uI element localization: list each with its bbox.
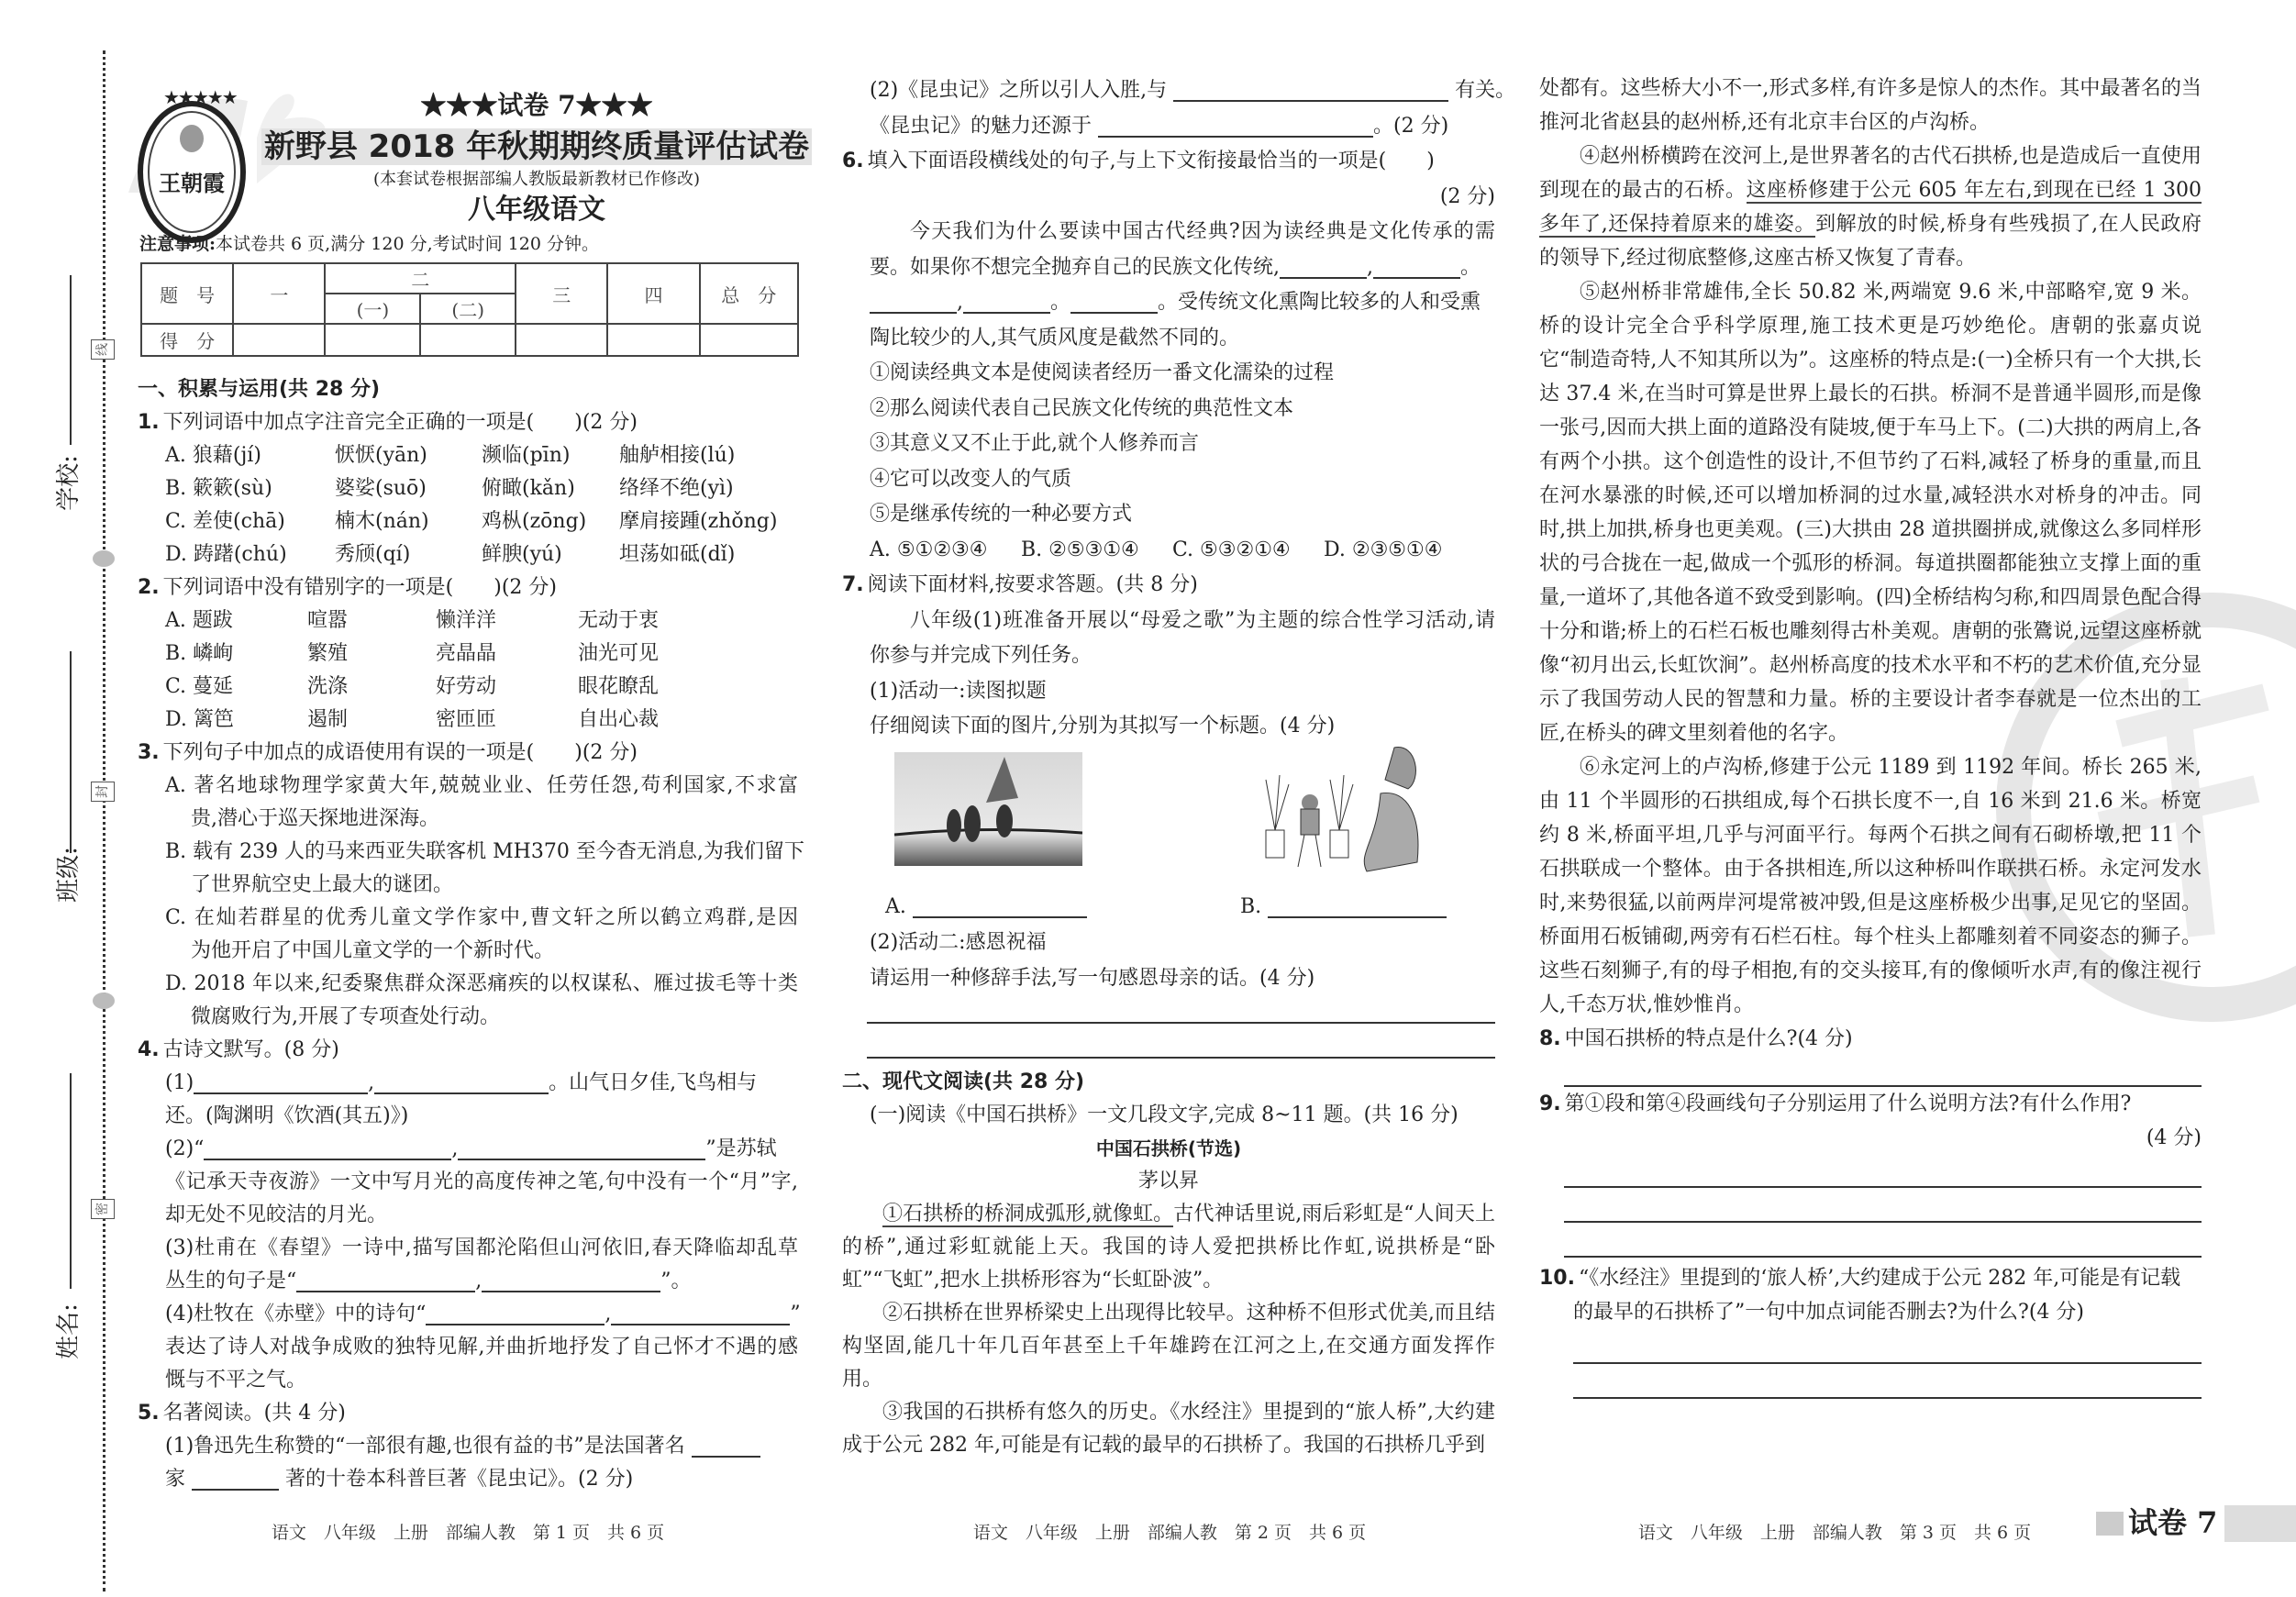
answer-blank[interactable] — [194, 1072, 368, 1094]
notice-text: 本试卷共 6 页,满分 120 分,考试时间 120 分钟。 — [216, 234, 599, 254]
option[interactable]: A. 狼藉(jí) — [165, 444, 261, 467]
option: 自出心裁 — [578, 708, 660, 731]
label: (2)“ — [165, 1137, 205, 1160]
score-cell[interactable] — [233, 324, 325, 356]
score-cell[interactable] — [607, 324, 699, 356]
answer-blank[interactable] — [1173, 80, 1448, 102]
article-title: 中国石拱桥(节选) — [1095, 1137, 1242, 1159]
paragraph-4 — [1539, 139, 2202, 275]
name-label: 姓名: — [54, 1303, 83, 1359]
question-9 — [1539, 1087, 2202, 1121]
activity-2 — [842, 926, 1495, 996]
left-column — [138, 373, 804, 1496]
option: 鸡枞(zōng) — [482, 510, 587, 533]
header-cell: 总 分 — [700, 263, 798, 324]
q5-part1-cont — [138, 1463, 798, 1496]
text: ”。 — [660, 1270, 692, 1292]
text: 要。如果你不想完全抛弃自己的民族文化传统, — [870, 255, 1280, 279]
option: 遏制 — [307, 708, 349, 731]
exam-subtitle: (本套试卷根据部编人教版最新教材已作修改) — [372, 170, 701, 189]
q4-part4: (4)杜牧在《赤壁》中的诗句“ , ” — [165, 1303, 801, 1325]
question-2 — [138, 571, 798, 604]
text: 家 — [165, 1468, 186, 1491]
option-c[interactable]: C. 在灿若群星的优秀儿童文学作家中,曹文轩之所以鹤立鸡群,是因 — [165, 906, 798, 929]
question-number: 10. — [1539, 1267, 1575, 1290]
paragraph-5: ⑤赵州桥非常雄伟,全长 50.82 米,两端宽 9.6 米,中部略窄,宽 9 米。桥的设计完全合乎科学原理,施工技术更是巧妙绝伦。唐朝的张嘉贞说它“制造奇特,人不知其所以为”。这座桥的特点是:(一)全桥只有一个大拱,长达 37.4 米,在当时可算是世界上最长的石拱。桥洞不是普通半圆形,而是像一张弓,因而大拱上面的道路没有陡坡,便于车马上下。(二)大拱的两肩上,各有两个小拱。这个创造性的设计,不但节约了石料,减轻了桥身的重量,而且在河水暴涨的时候,还可以增加桥洞的过水量,减轻洪水对桥身的冲击。同时,拱上加拱,桥身也更美观。(三)大拱由 28 道拱圈拼成,就像这么多同样形状的弓合拢在一起,做成一个弧形的桥洞。每道拱圈都能独立支撑上面的重量,一道坏了,其他各道不致受到影响。(四)全桥结构匀称,和四周景色配合得十分和谐;桥上的石栏石板也雕刻得古朴美观。唐朝的张鷟说,远望这座桥就像“初月出云,长虹饮涧”。赵州桥高度的技术水平和不朽的艺术价值,充分显示了我国劳动人民的智慧和力量。桥的主要设计者李春就是一位杰出的工匠,在桥头的碑文里刻着他的名字。 — [1539, 281, 2202, 745]
q6-options — [842, 533, 1495, 569]
option[interactable]: C. ⑤③②①④ — [1172, 538, 1291, 561]
option: 无动于衷 — [578, 609, 660, 632]
text: 慨与不平之气。 — [165, 1369, 307, 1392]
activity-title: (2)活动二:感恩祝福 — [870, 931, 1047, 954]
seal-mark-feng: 封 — [91, 782, 115, 802]
right-column — [1539, 72, 2202, 1399]
option: 亮晶晶 — [436, 642, 497, 665]
text: (2)《昆虫记》之所以引人入胜,与 — [870, 79, 1168, 102]
q5-part2-cont — [842, 109, 1495, 145]
text: 。山气日夕佳,飞鸟相与 — [549, 1071, 758, 1094]
score-cell[interactable] — [325, 324, 420, 356]
answer-blank[interactable] — [296, 1270, 475, 1292]
score-cell[interactable] — [700, 324, 798, 356]
question-4 — [138, 1034, 798, 1067]
answer-blank[interactable] — [1098, 116, 1373, 138]
paper-number: ★★★试卷 7★★★ — [420, 90, 653, 120]
option: 摩肩接踵(zhǒng) — [619, 510, 778, 533]
option-row — [138, 538, 798, 571]
reading-section — [842, 1066, 1495, 1462]
answer-blank[interactable] — [1280, 257, 1367, 279]
question-8 — [1539, 1022, 2202, 1056]
option-c-cont: 为他开启了中国儿童文学的一个新时代。 — [191, 939, 555, 962]
title-a-field[interactable] — [885, 891, 1096, 924]
middle-column — [842, 73, 1516, 745]
sentence-item: ③其意义又不止于此,就个人修养而言 — [870, 432, 1199, 455]
answer-line[interactable] — [867, 1057, 1495, 1059]
score-cell[interactable] — [516, 324, 607, 356]
q5-part2 — [842, 73, 1516, 109]
option-a-cont: 贵,潜心于巡天探地进深海。 — [191, 807, 439, 830]
passage-text: 今天我们为什么要读中国古代经典?因为读经典是文化传承的需 — [910, 220, 1495, 243]
answer-line[interactable] — [1573, 1364, 2202, 1399]
header-cell: 一 — [233, 263, 325, 324]
paragraph-6: ⑥永定河上的卢沟桥,修建于公元 1189 到 1192 年间。桥长 265 米,由 11 个半圆形的石拱组成,每个石拱长度不一,自 16 米到 21.6 米。桥宽约 8 米,桥面平坦,几乎与河面平行。每两个石拱之间有石砌桥墩,把 11 个石拱联成一个整体。由于各拱相连,所以这种桥叫作联拱石桥。永定河发水时,来势很猛,以前两岸河堤常被冲毁,但是这座桥极少出事,足见它的坚固。桥面用石板铺砌,两旁有石栏石柱。每个柱头上都雕刻着不同姿态的狮子。这些石刻狮子,有的母子相抱,有的交头接耳,有的像倾听水声,有的像注视行人,千态万状,惟妙惟肖。 — [1539, 756, 2202, 1016]
text: 有关。 — [1455, 79, 1516, 102]
q4-part1: (1) , 。山气日夕佳,飞鸟相与 — [165, 1071, 758, 1094]
question-text: 下列句子中加点的成语使用有误的一项是( )(2 分) — [162, 741, 638, 764]
score-cell[interactable] — [420, 324, 516, 356]
question-number: 4. — [138, 1038, 160, 1061]
text: ④赵州桥横跨在洨河上,是世界著名的古代石拱桥,也是造成后一直使用到现在的最古的石桥。 — [1539, 145, 2202, 202]
answer-blank[interactable] — [204, 1138, 451, 1160]
option: 舳舻相接(lú) — [619, 444, 736, 467]
mother-child-drawing — [1257, 743, 1431, 881]
paragraph-1 — [842, 1198, 1495, 1297]
option: 油光可见 — [578, 642, 660, 665]
question-number: 3. — [138, 741, 160, 764]
question-number: 2. — [138, 576, 160, 599]
question-number: 7. — [842, 573, 864, 596]
option-row — [138, 604, 798, 638]
answer-line[interactable] — [867, 1022, 1495, 1024]
question-text: 古诗文默写。(8 分) — [162, 1038, 339, 1061]
answer-blank[interactable] — [482, 1270, 660, 1292]
option[interactable]: D. ②③⑤①④ — [1324, 538, 1443, 561]
option-d[interactable]: D. 2018 年以来,纪委聚焦群众深恶痛疾的以权谋私、雁过拔毛等十类 — [165, 972, 798, 995]
option: 婆娑(suō) — [335, 477, 427, 500]
option: 眼花瞭乱 — [578, 675, 660, 698]
label: (1) — [165, 1071, 194, 1094]
question-text: 填入下面语段横线处的句子,与上下文衔接最恰当的一项是( ) — [867, 150, 1435, 172]
ornament-icon — [93, 550, 115, 567]
question-number: 9. — [1539, 1092, 1561, 1115]
subject-title: 八年级语文 — [468, 194, 605, 226]
sentence-item: ①阅读经典文本是使阅读者经历一番文化濡染的过程 — [870, 361, 1335, 384]
answer-line[interactable] — [1564, 1188, 2202, 1223]
text: 丛生的句子是“ — [165, 1270, 297, 1292]
exam-title: 新野县 2018 年秋期期终质量评估试卷 — [263, 128, 810, 165]
passage-line: , 。 。受传统文化熏陶比较多的人和受熏 — [842, 285, 1495, 321]
answer-line[interactable] — [1564, 1155, 2202, 1188]
class-field[interactable] — [70, 651, 72, 853]
sentence-item: ⑤是继承传统的一种必要方式 — [870, 503, 1133, 526]
text: 《昆虫记》的魅力还源于 — [870, 114, 1093, 138]
question-number: 6. — [842, 150, 864, 172]
option: 鲜腴(yú) — [482, 543, 562, 566]
underlined-sentence: ①石拱桥的桥洞成弧形,就像虹。 — [882, 1203, 1174, 1225]
answer-blank[interactable] — [611, 1303, 790, 1325]
paper-number-tab: 试卷 7 — [2128, 1505, 2218, 1540]
option: 洗涤 — [307, 675, 349, 698]
question-text: “《水经注》里提到的‘旅人桥’,大约建成于公元 282 年,可能是有记载 — [1578, 1267, 2181, 1290]
answer-blank[interactable] — [913, 896, 1087, 918]
answer-blank[interactable] — [963, 292, 1050, 314]
question-6 — [842, 144, 1495, 180]
answer-blank[interactable] — [692, 1436, 760, 1458]
option: 楠木(nán) — [335, 510, 429, 533]
paragraph-3-cont: 处都有。这些桥大小不一,形式多样,有许多是惊人的杰作。其中最著名的当推河北省赵县的赵州桥,还有北京丰台区的卢沟桥。 — [1539, 77, 2202, 134]
activity-text: 请运用一种修辞手法,写一句感恩母亲的话。(4 分) — [870, 966, 1315, 990]
option-row — [138, 505, 798, 538]
notice-label: 注意事项: — [139, 234, 216, 254]
option-a[interactable]: A. 著名地球物理学家黄大年,兢兢业业、任劳任怨,苟利国家,不求富 — [165, 774, 798, 797]
question-5 — [138, 1397, 798, 1430]
option: 濒临(pīn) — [482, 444, 571, 467]
text: ” — [790, 1303, 801, 1325]
answer-blank[interactable] — [870, 292, 957, 314]
option: 恹恹(yān) — [335, 444, 427, 467]
swallows-photo — [894, 752, 1082, 866]
answer-blank[interactable] — [1070, 292, 1158, 314]
passage-line: 要。如果你不想完全抛弃自己的民族文化传统, , 。 — [870, 255, 1481, 279]
question-number: 1. — [138, 411, 160, 434]
option[interactable]: D. 篱笆 — [165, 708, 234, 731]
header-cell: 三 — [516, 263, 607, 324]
answer-blank[interactable] — [374, 1072, 549, 1094]
score: (2 分) — [1439, 184, 1495, 208]
article-author: 茅以昇 — [1137, 1170, 1199, 1192]
notice — [139, 231, 599, 257]
header-cell: 四 — [607, 263, 699, 324]
question-number: 5. — [138, 1402, 160, 1425]
question-number: 8. — [1539, 1027, 1561, 1050]
section-heading: 二、现代文阅读(共 28 分) — [842, 1070, 1085, 1093]
option-row — [138, 638, 798, 671]
question-text: 下列词语中没有错别字的一项是( )(2 分) — [162, 576, 557, 599]
text: 到解放的时候,桥身有些残损了,在人民政府的领导下,经过彻底整修,这座古桥又恢复了青春。 — [1539, 213, 2202, 270]
stars-icon: ★★★★★ — [163, 86, 237, 108]
label: B. — [1240, 895, 1262, 918]
text: 表达了诗人对战争成败的独特见解,并曲折地抒发了自己怀才不遇的感 — [165, 1336, 798, 1359]
text: (4)杜牧在《赤壁》中的诗句“ — [165, 1303, 427, 1325]
q1-options — [138, 439, 798, 571]
part-instruction: (一)阅读《中国石拱桥》一文几段文字,完成 8~11 题。(共 16 分) — [870, 1103, 1459, 1126]
question-text: 的最早的石拱桥了”一句中加点词能否删去?为什么?(4 分) — [1573, 1301, 2084, 1324]
answer-blank[interactable] — [1373, 257, 1460, 279]
question-text: 下列词语中加点字注音完全正确的一项是( )(2 分) — [162, 411, 638, 434]
passage-text: 你参与并完成下列任务。 — [870, 644, 1093, 667]
answer-blank[interactable] — [192, 1469, 279, 1491]
header-cell: (二) — [420, 294, 516, 324]
text: 《记承天寺夜游》一文中写月光的高度传神之笔,句中没有一个“月”字, — [165, 1170, 798, 1193]
option[interactable]: A. ⑤①②③④ — [870, 538, 988, 561]
text: ”是苏轼 — [705, 1137, 777, 1160]
page-footer: 语文 八年级 上册 部编人教 第 2 页 共 6 页 — [972, 1523, 1367, 1543]
option[interactable]: C. 蔓延 — [165, 675, 234, 698]
answer-line[interactable] — [1564, 1056, 2202, 1087]
header-cell: (一) — [325, 294, 420, 324]
question-text: 中国石拱桥的特点是什么?(4 分) — [1564, 1027, 1853, 1050]
answer-blank[interactable] — [1268, 896, 1447, 918]
question-text: 名著阅读。(共 4 分) — [162, 1402, 346, 1425]
sentence-item: ②那么阅读代表自己民族文化传统的典范性文本 — [870, 396, 1294, 420]
header-cell: 题 号 — [141, 263, 233, 324]
title-b-field[interactable] — [1240, 891, 1460, 924]
option-row — [138, 671, 798, 704]
fold-dotted-line — [103, 50, 105, 1591]
option-b[interactable]: B. 载有 239 人的马来西亚失联客机 MH370 至今杳无消息,为我们留下 — [165, 840, 804, 863]
passage-text: 八年级(1)班准备开展以“母爱之歌”为主题的综合性学习活动,请 — [910, 608, 1495, 632]
page-footer: 语文 八年级 上册 部编人教 第 3 页 共 6 页 — [1637, 1523, 2032, 1543]
text: 。受传统文化熏陶比较多的人和受熏 — [1158, 291, 1481, 314]
q5-part1 — [138, 1430, 798, 1463]
seal-mark-xian: 线 — [91, 339, 115, 360]
name-field[interactable] — [70, 1073, 72, 1289]
option: 坦荡如砥(dǐ) — [619, 543, 736, 566]
option: 俯瞰(kǎn) — [482, 477, 575, 500]
option: 繁殖 — [307, 642, 349, 665]
option[interactable]: B. ②⑤③①④ — [1021, 538, 1139, 561]
text: 古代神话里说,雨后彩虹是“人间天上的桥”,通过彩虹就能上天。我国的诗人爱把拱桥比作虹,说拱桥是“卧虹”“飞虹”,把水上拱桥形容为“长虹卧波”。 — [842, 1203, 1495, 1292]
question-text: 阅读下面材料,按要求答题。(共 8 分) — [867, 573, 1198, 596]
activity-text: 仔细阅读下面的图片,分别为其拟写一个标题。(4 分) — [870, 715, 1336, 738]
text: 著的十卷本科普巨著《昆虫记》。(2 分) — [285, 1468, 634, 1491]
question-10 — [1539, 1261, 2202, 1295]
q4-part2: (2)“ , ”是苏轼 — [165, 1137, 777, 1160]
option[interactable]: B. 嶙峋 — [165, 642, 234, 665]
answer-line[interactable] — [1564, 1223, 2202, 1258]
score-table — [140, 262, 799, 357]
brand-logo — [138, 86, 246, 243]
passage-text: 陶比较少的人,其气质风度是截然不同的。 — [870, 326, 1239, 349]
option: 懒洋洋 — [436, 609, 497, 632]
school-field[interactable] — [70, 275, 72, 445]
class-label: 班级: — [54, 847, 83, 903]
option: 秀颀(qí) — [335, 543, 411, 566]
option: 密匝匝 — [436, 708, 497, 731]
seal-mark-mi: 密 — [91, 1199, 115, 1219]
paragraph-2: ②石拱桥在世界桥梁史上出现得比较早。这种桥不但形式优美,而且结构坚固,能几十年几百年甚至上千年雄跨在江河之上,在交通方面发挥作用。 — [842, 1302, 1495, 1391]
section-heading: 一、积累与运用(共 28 分) — [138, 378, 381, 401]
option[interactable]: C. 差使(chā) — [165, 510, 285, 533]
question-3 — [138, 737, 798, 770]
option-b-cont: 了世界航空史上最大的谜团。 — [191, 873, 454, 896]
school-label: 学校: — [54, 455, 83, 511]
option[interactable]: D. 踌躇(chú) — [165, 543, 287, 566]
option[interactable]: A. 题跋 — [165, 609, 233, 632]
text: (1)鲁迅先生称赞的“一部很有趣,也很有益的书”是法国著名 — [165, 1435, 685, 1458]
text: 却无处不见皎洁的月光。 — [165, 1203, 388, 1226]
q2-options — [138, 604, 798, 737]
option-row — [138, 472, 798, 505]
score: (4 分) — [2146, 1126, 2202, 1149]
text: (3)杜甫在《春望》一诗中,描写国都沦陷但山河依旧,春天降临却乱草 — [165, 1237, 798, 1259]
option-d-cont: 微腐败行为,开展了专项查处行动。 — [191, 1005, 500, 1028]
tab-decoration — [2096, 1512, 2124, 1536]
label: A. — [885, 895, 906, 918]
question-1 — [138, 406, 798, 439]
page-footer: 语文 八年级 上册 部编人教 第 1 页 共 6 页 — [271, 1523, 665, 1543]
option: 好劳动 — [436, 675, 497, 698]
logo-text: 王朝霞 — [159, 170, 225, 196]
text: 还。(陶渊明《饮酒(其五)》) — [165, 1104, 409, 1127]
question-text: 第①段和第④段画线句子分别运用了什么说明方法?有什么作用? — [1564, 1092, 2132, 1115]
activity-title: (1)活动一:读图拟题 — [870, 679, 1047, 703]
underlined-sentence: 这座桥修建于公元 605 年左右,到现在已经 1 300 多年了,还保持着原来的雄姿。 — [1539, 179, 2202, 236]
ornament-icon — [93, 993, 115, 1009]
option: 喧嚣 — [307, 609, 349, 632]
answer-blank[interactable] — [458, 1138, 705, 1160]
option[interactable]: B. 簌簌(sù) — [165, 477, 272, 500]
sentence-item: ④它可以改变人的气质 — [870, 467, 1072, 491]
option: 络绎不绝(yì) — [619, 477, 734, 500]
header-cell: 二 — [325, 263, 516, 294]
paragraph-3: ③我国的石拱桥有悠久的历史。《水经注》里提到的“旅人桥”,大约建成于公元 282 年,可能是有记载的最早的石拱桥了。我国的石拱桥几乎到 — [842, 1401, 1495, 1457]
score-label: 得 分 — [141, 324, 233, 356]
option-row — [138, 704, 798, 737]
tab-decoration — [2224, 1505, 2296, 1542]
answer-blank[interactable] — [426, 1303, 605, 1325]
q4-part3: 丛生的句子是“ , ”。 — [165, 1270, 692, 1292]
option-row — [138, 439, 798, 472]
question-7 — [842, 568, 1495, 604]
answer-line[interactable] — [1573, 1329, 2202, 1364]
text: 。(2 分) — [1373, 114, 1449, 138]
